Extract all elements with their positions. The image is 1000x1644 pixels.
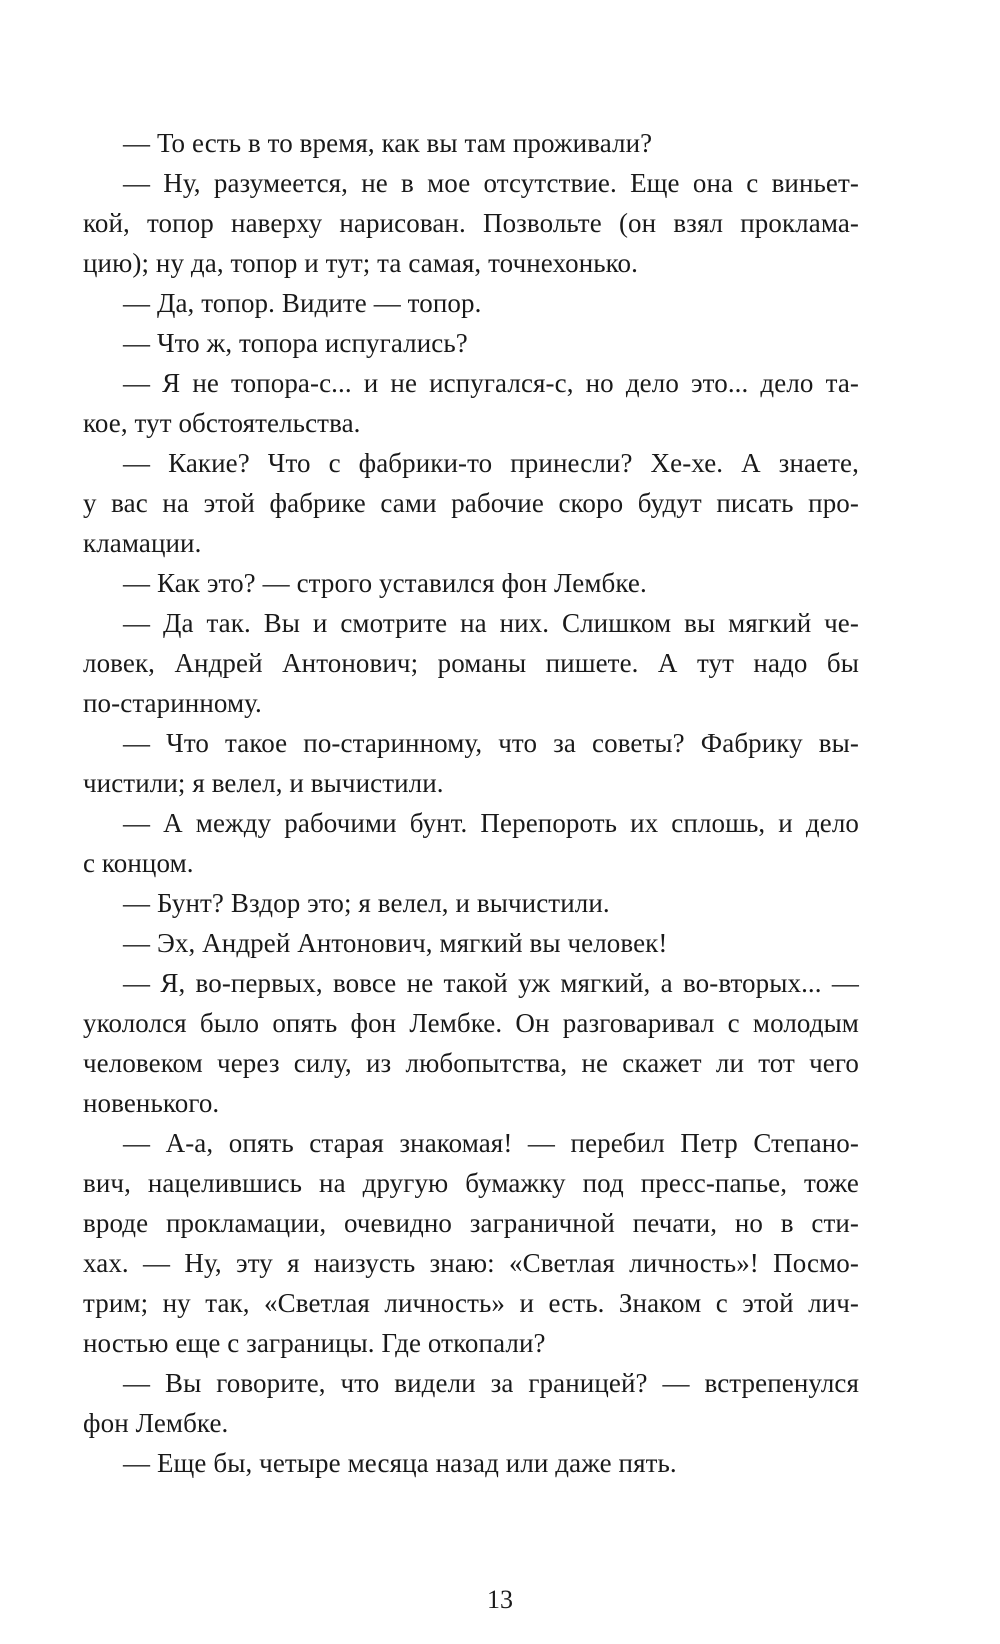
text-line: хах. — Ну, эту я наизусть знаю: «Светлая личность»! Посмо- — [83, 1248, 859, 1278]
page-number: 13 — [487, 1585, 513, 1614]
text-line: — Я не топора-с... и не испугался-с, но дело это... дело та- — [123, 368, 859, 398]
text-line: цию); ну да, топор и тут; та самая, точнехонько. — [83, 248, 638, 278]
text-line: вич, нацелившись на другую бумажку под пресс-папье, тоже — [83, 1168, 859, 1198]
text-line: у вас на этой фабрике сами рабочие скоро будут писать про- — [83, 488, 859, 518]
text-line: новенького. — [83, 1088, 220, 1118]
text-line: — Эх, Андрей Антонович, мягкий вы человек! — [123, 928, 668, 958]
text-line: кое, тут обстоятельства. — [83, 408, 361, 438]
text-line: с концом. — [83, 848, 194, 878]
text-line: — Да так. Вы и смотрите на них. Слишком вы мягкий че- — [123, 608, 859, 638]
text-line: — Как это? — строго уставился фон Лембке. — [123, 568, 647, 598]
text-line: — А-а, опять старая знакомая! — перебил Петр Степано- — [123, 1128, 859, 1158]
text-line: — Еще бы, четыре месяца назад или даже пять. — [123, 1448, 677, 1478]
text-line: — Да, топор. Видите — топор. — [123, 288, 482, 318]
text-line: — Что ж, топора испугались? — [123, 328, 468, 358]
text-line: укололся было опять фон Лембке. Он разговаривал с молодым — [83, 1008, 859, 1038]
text-line: вроде прокламации, очевидно заграничной печати, но в сти- — [83, 1208, 859, 1238]
text-line: — Я, во-первых, вовсе не такой уж мягкий, а во-вторых... — — [123, 968, 859, 998]
text-line: ловек, Андрей Антонович; романы пишете. А тут надо бы — [83, 648, 859, 678]
text-line: по-старинному. — [83, 688, 262, 718]
text-line: кой, топор наверху нарисован. Позвольте (он взял проклама- — [83, 208, 859, 238]
text-line: — Вы говорите, что видели за границей? — встрепенулся — [123, 1368, 859, 1398]
text-line: — Какие? Что с фабрики-то принесли? Хе-хе. А знаете, — [123, 448, 859, 478]
text-line: — Что такое по-старинному, что за советы? Фабрику вы- — [123, 728, 859, 758]
text-line: — Ну, разумеется, не в мое отсутствие. Еще она с виньет- — [123, 168, 859, 198]
text-line: трим; ну так, «Светлая личность» и есть. Знаком с этой лич- — [83, 1288, 859, 1318]
text-line: — То есть в то время, как вы там проживали? — [123, 128, 653, 158]
text-line: кламации. — [83, 528, 202, 558]
text-line: человеком через силу, из любопытства, не скажет ли тот чего — [83, 1048, 859, 1078]
text-line: — Бунт? Вздор это; я велел, и вычистили. — [123, 888, 610, 918]
text-line: чистили; я велел, и вычистили. — [83, 768, 444, 798]
text-line: фон Лембке. — [83, 1408, 229, 1438]
text-line: ностью еще с заграницы. Где откопали? — [83, 1328, 546, 1358]
text-line: — А между рабочими бунт. Перепороть их сплошь, и дело — [123, 808, 859, 838]
